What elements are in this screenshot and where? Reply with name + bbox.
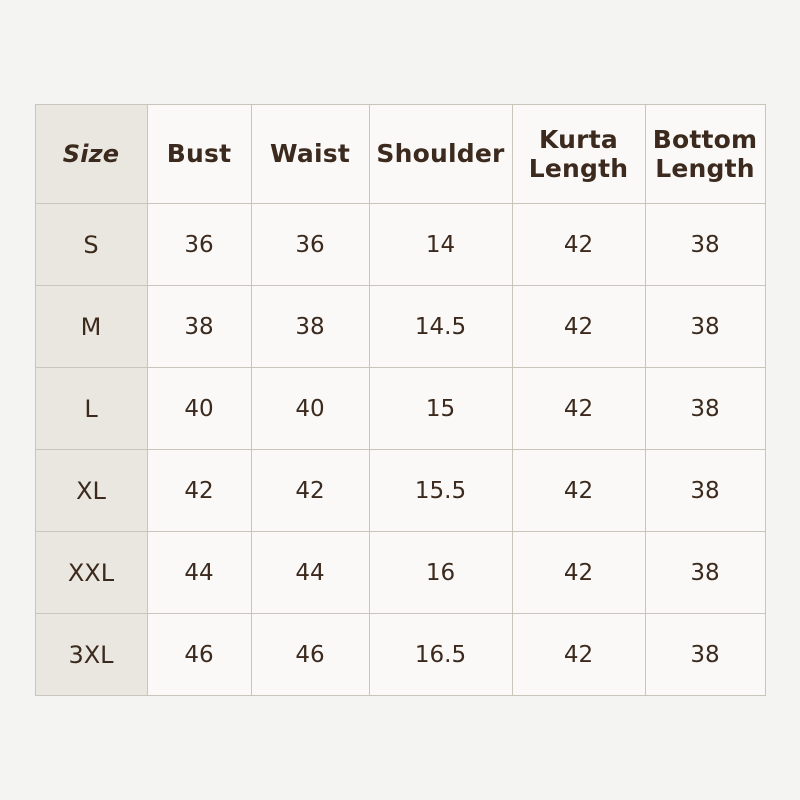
table-header xyxy=(35,105,765,204)
cell-size: L xyxy=(35,368,147,450)
cell-bottom-length: 38 xyxy=(645,204,765,286)
cell-size: XL xyxy=(35,450,147,532)
table-row xyxy=(35,614,765,696)
cell-waist: 44 xyxy=(251,532,369,614)
cell-shoulder: 14.5 xyxy=(369,286,512,368)
cell-shoulder: 16 xyxy=(369,532,512,614)
cell-size: S xyxy=(35,204,147,286)
cell-size: M xyxy=(35,286,147,368)
cell-bottom-length: 38 xyxy=(645,532,765,614)
column-header-kurta-length: Kurta Length xyxy=(512,105,645,204)
cell-kurta-length: 42 xyxy=(512,204,645,286)
cell-size: 3XL xyxy=(35,614,147,696)
table-row xyxy=(35,532,765,614)
cell-bust: 38 xyxy=(147,286,251,368)
table-row xyxy=(35,286,765,368)
cell-kurta-length: 42 xyxy=(512,286,645,368)
cell-waist: 40 xyxy=(251,368,369,450)
cell-bust: 46 xyxy=(147,614,251,696)
cell-kurta-length: 42 xyxy=(512,614,645,696)
column-header-size: Size xyxy=(35,105,147,204)
cell-bottom-length: 38 xyxy=(645,286,765,368)
column-header-shoulder: Shoulder xyxy=(369,105,512,204)
size-chart-table xyxy=(35,104,766,696)
cell-kurta-length: 42 xyxy=(512,532,645,614)
cell-shoulder: 14 xyxy=(369,204,512,286)
cell-bust: 44 xyxy=(147,532,251,614)
cell-kurta-length: 42 xyxy=(512,368,645,450)
cell-shoulder: 15.5 xyxy=(369,450,512,532)
cell-bottom-length: 38 xyxy=(645,368,765,450)
cell-shoulder: 16.5 xyxy=(369,614,512,696)
cell-bust: 42 xyxy=(147,450,251,532)
cell-waist: 36 xyxy=(251,204,369,286)
cell-waist: 38 xyxy=(251,286,369,368)
cell-shoulder: 15 xyxy=(369,368,512,450)
cell-waist: 46 xyxy=(251,614,369,696)
table-body xyxy=(35,204,765,696)
cell-bust: 36 xyxy=(147,204,251,286)
cell-kurta-length: 42 xyxy=(512,450,645,532)
cell-bust: 40 xyxy=(147,368,251,450)
table-row xyxy=(35,368,765,450)
cell-waist: 42 xyxy=(251,450,369,532)
table-row xyxy=(35,204,765,286)
column-header-waist: Waist xyxy=(251,105,369,204)
cell-bottom-length: 38 xyxy=(645,450,765,532)
table-row xyxy=(35,450,765,532)
cell-size: XXL xyxy=(35,532,147,614)
column-header-bottom-length: Bottom Length xyxy=(645,105,765,204)
column-header-bust: Bust xyxy=(147,105,251,204)
table-header-row xyxy=(35,105,765,204)
cell-bottom-length: 38 xyxy=(645,614,765,696)
